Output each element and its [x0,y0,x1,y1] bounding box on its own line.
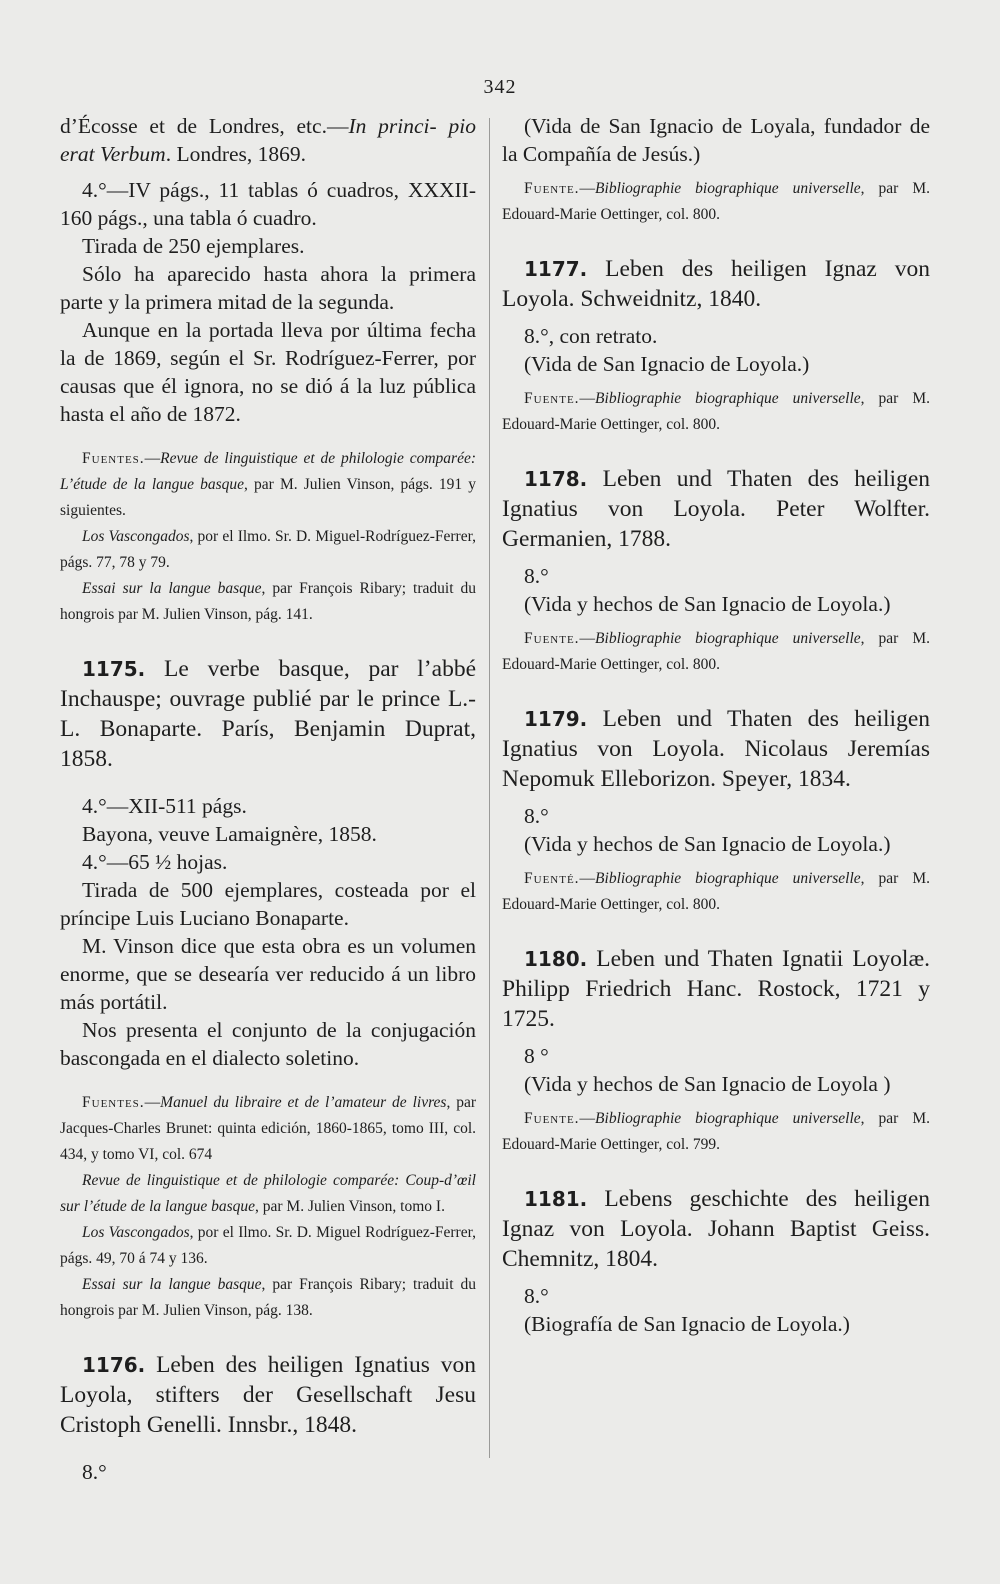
entry-1178 [502,464,930,678]
entry-1181-format: 8.° [524,1284,549,1308]
entry-number: 1181. [524,1187,588,1211]
entry-title-text: Le verbe basque, par l’abbé Inchauspe; ouvrage publié par le prince L.-L. Bonaparte. París, Benjamin Duprat, 1858. [60,656,476,772]
source-detail: , par François Ribary; traduit du hongrois par M. Julien Vinson, pág. 141. [60,580,476,623]
entry-1175-title [60,654,476,774]
entry-1177-note: (Vida de San Ignacio de Loyola.) [524,352,810,376]
source-label: Fuente. [524,1110,580,1127]
entry-1178-format: 8.° [524,564,549,588]
entry-1175-source-2 [60,1168,476,1220]
source-detail: , par M. Edouard-Marie Oettinger, col. 799. [502,1110,930,1153]
left-column [60,112,476,1486]
entry-1175-note-1: M. Vinson dice que esta obra es un volumen enorme, que se desearía ver reducido á un libro más portátil. [60,934,476,1014]
entry-1175-format-2: 4.°—65 ½ hojas. [82,850,228,874]
entry-1181-note: (Biografía de San Ignacio de Loyola.) [524,1312,850,1336]
source-detail: , par M. Edouard-Marie Oettinger, col. 800. [502,390,930,433]
entry-1181-title [502,1184,930,1274]
intro-title-part-2: . Londres, 1869. [165,142,307,166]
intro-note-1: Sólo ha aparecido hasta ahora la primera parte y la primera mitad de la segunda. [60,262,476,314]
intro-title-italic: In princi- [348,114,437,138]
intro-title-part: d’Écosse et de Londres, etc.— [60,114,349,138]
entry-1176-format: 8.° [82,1460,107,1484]
intro-format: 4.°—IV págs., 11 tablas ó cuadros, XXXII-160 págs., una tabla ó cuadro. [60,178,476,230]
entry-1180-source: Fuente.—Bibliographie biographique universelle, par M. Edouard-Marie Oettinger, col. 799. [502,1110,930,1153]
source-label: Fuentes. [82,450,145,467]
entry-1175-note-2: Nos presenta el conjunto de la conjugación bascongada en el dialecto soletino. [60,1018,476,1070]
source-detail: , par M. Julien Vinson, págs. 191 y siguientes. [60,476,476,519]
entry-number: 1176. [82,1353,146,1377]
entry-1179-source: Fuenté.—Bibliographie biographique universelle, par M. Edouard-Marie Oettinger, col. 800. [502,870,930,913]
intro-source-1: Fuentes.—Revue de linguistique et de philologie comparée: L’étude de la langue basque, par M. Julien Vinson, págs. 191 y siguientes. [60,450,476,519]
entry-1177 [502,254,930,438]
source-label: Fuentes. [82,1094,145,1111]
source-title: Bibliographie biographique universelle [595,1110,861,1127]
entry-number: 1180. [524,947,588,971]
entry-number: 1179. [524,707,588,731]
entry-1179-title [502,704,930,794]
source-detail: , par M. Edouard-Marie Oettinger, col. 800. [502,630,930,673]
entry-1178-source: Fuente.—Bibliographie biographique universelle, par M. Edouard-Marie Oettinger, col. 800. [502,630,930,673]
entry-1175-source-1: Fuentes.—Manuel du libraire et de l’amateur de livres, par Jacques-Charles Brunet: quinta edición, 1860-1865, tomo III, col. 434, y tomo VI, col. 674 [60,1094,476,1163]
entry-1177-source: Fuente.—Bibliographie biographique universelle, par M. Edouard-Marie Oettinger, col. 800. [502,390,930,433]
entry-1180 [502,944,930,1158]
entry-number: 1175. [82,657,146,681]
entry-1178-note: (Vida y hechos de San Ignacio de Loyola.) [524,592,891,616]
entry-1179 [502,704,930,918]
source-label: Fuente. [524,630,580,647]
right-column [502,112,930,1338]
source-title: Bibliographie biographique universelle [595,390,861,407]
entry-title-text: Leben und Thaten Ignatii Loyolæ. Philipp Friedrich Hanc. Rostock, 1721 y 1725. [502,946,930,1032]
source-title: Bibliographie biographique universelle [595,180,861,197]
entry-1176 [60,1350,476,1486]
entry-1175 [60,654,476,1324]
intro-note-2: Aunque en la portada lleva por última fecha la de 1869, según el Sr. Rodríguez-Ferrer, por causas que él ignora, no se dió á la luz pública hasta el año de 1872. [60,318,476,426]
continued-source: Fuente.—Bibliographie biographique universelle, par M. Edouard-Marie Oettinger, col. 800. [502,180,930,223]
entry-number: 1177. [524,257,588,281]
entry-1177-title [502,254,930,314]
entry-1179-note: (Vida y hechos de San Ignacio de Loyola.) [524,832,891,856]
entry-1175-source-4 [60,1272,476,1324]
entry-1175-format: 4.°—XII-511 págs. [82,794,247,818]
entry-title-text: Leben und Thaten des heiligen Ignatius von Loyola. Nicolaus Jeremías Nepomuk Elleborizon. Speyer, 1834. [502,706,930,792]
source-title: Essai sur la langue basque [82,580,262,597]
entry-1175-publisher: Bayona, veuve Lamaignère, 1858. [82,822,377,846]
source-title: Manuel du libraire et de l’amateur de livres [160,1094,447,1111]
entry-1180-title [502,944,930,1034]
entry-1176-title [60,1350,476,1440]
continued-note: (Vida de San Ignacio de Loyala, fundador de la Compañía de Jesús.) [502,114,930,166]
source-label: Fuenté. [524,870,580,887]
source-title: Los Vascongados [82,1224,190,1241]
entry-title-text: Lebens geschichte des heiligen Ignaz von Loyola. Johann Baptist Geiss. Chemnitz, 1804. [502,1186,930,1272]
source-detail: , par M. Edouard-Marie Oettinger, col. 800. [502,870,930,913]
source-label: Fuente. [524,390,580,407]
source-title: Los Vascongados [82,528,190,545]
source-detail: , par M. Julien Vinson, tomo I. [255,1198,445,1215]
intro-title-italic-2: pio erat Verbum [60,114,477,166]
entry-title-text: Leben des heiligen Ignaz von Loyola. Schweidnitz, 1840. [502,256,930,312]
entry-1175-source-3 [60,1220,476,1272]
source-title: Revue de linguistique et de philologie comparée: Coup-d’œil sur l’étude de la langue basque [60,1172,476,1215]
entry-title-text: Leben des heiligen Ignatius von Loyola, stifters der Gesellschaft Jesu Cristoph Genelli. Innsbr., 1848. [60,1352,476,1438]
source-title: Essai sur la langue basque [82,1276,262,1293]
entry-1175-tirada: Tirada de 500 ejemplares, costeada por el príncipe Luis Luciano Bonaparte. [60,878,476,930]
source-title: Revue de linguistique et de philologie comparée: L’étude de la langue basque [60,450,476,493]
column-divider [489,118,490,1458]
source-label: Fuente. [524,180,580,197]
entry-1179-format: 8.° [524,804,549,828]
source-detail: , par François Ribary; traduit du hongrois par M. Julien Vinson, pág. 138. [60,1276,476,1319]
intro-title [60,112,476,168]
entry-1181 [502,1184,930,1338]
source-detail: , par Jacques-Charles Brunet: quinta edición, 1860-1865, tomo III, col. 434, y tomo VI, col. 674 [60,1094,476,1163]
source-title: Bibliographie biographique universelle [595,630,861,647]
intro-source-2 [60,524,476,576]
entry-1178-title [502,464,930,554]
entry-1177-format: 8.°, con retrato. [524,324,658,348]
entry-1180-format: 8 ° [524,1044,549,1068]
source-detail: , por el Ilmo. Sr. D. Miguel-Rodríguez-Ferrer, págs. 77, 78 y 79. [60,528,476,571]
entry-1180-note: (Vida y hechos de San Ignacio de Loyola ) [524,1072,891,1096]
page-number: 342 [483,76,517,98]
entry-number: 1178. [524,467,588,491]
source-detail: , par M. Edouard-Marie Oettinger, col. 800. [502,180,930,223]
intro-tirada: Tirada de 250 ejemplares. [82,234,305,258]
entry-title-text: Leben und Thaten des heiligen Ignatius von Loyola. Peter Wolfter. Germanien, 1788. [502,466,930,552]
intro-source-3 [60,576,476,628]
source-title: Bibliographie biographique universelle [595,870,861,887]
source-detail: , por el Ilmo. Sr. D. Miguel Rodríguez-Ferrer, págs. 49, 70 á 74 y 136. [60,1224,476,1267]
